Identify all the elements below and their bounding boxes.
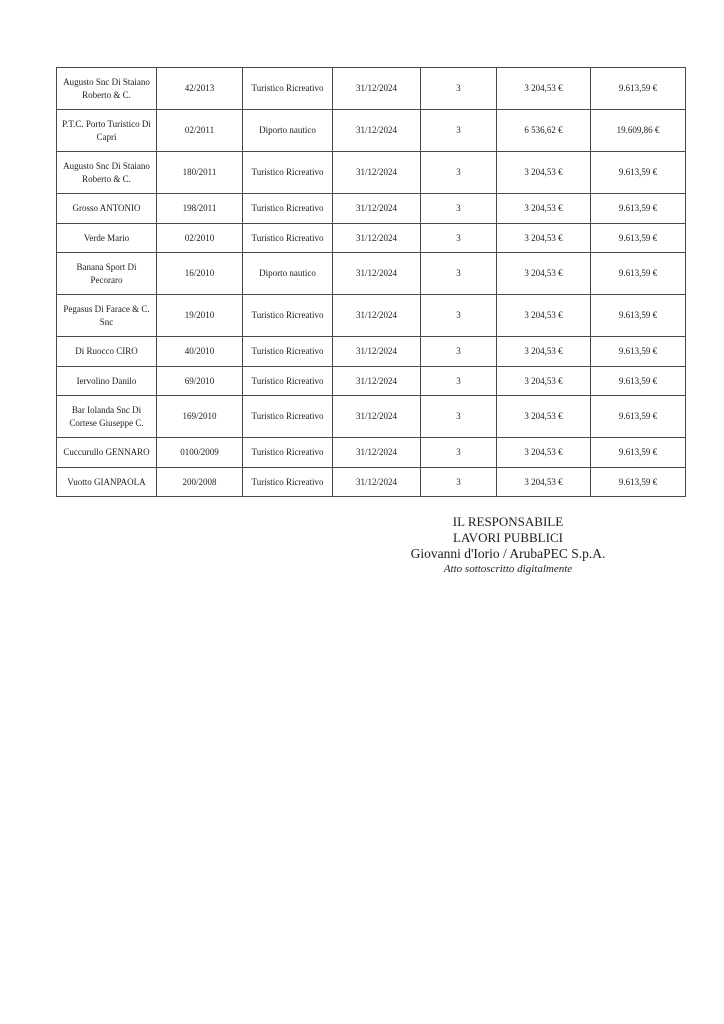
table-cell: Turistico Ricreativo	[243, 366, 333, 396]
table-cell: Banana Sport Di Pecoraro	[57, 253, 157, 295]
table-row	[57, 396, 686, 438]
table-cell: 3 204,53 €	[497, 253, 591, 295]
table-cell: Cuccurullo GENNARO	[57, 438, 157, 468]
table-cell: 3 204,53 €	[497, 467, 591, 497]
table-row	[57, 438, 686, 468]
table-cell: 180/2011	[157, 152, 243, 194]
table-row	[57, 68, 686, 110]
table-cell: Diporto nautico	[243, 110, 333, 152]
table-row	[57, 366, 686, 396]
table-cell: Diporto nautico	[243, 253, 333, 295]
table-cell: 3	[421, 223, 497, 253]
table-cell: 3 204,53 €	[497, 396, 591, 438]
table-cell: 9.613,59 €	[591, 194, 686, 224]
table-cell: 31/12/2024	[333, 366, 421, 396]
table-cell: 3 204,53 €	[497, 438, 591, 468]
concessions-table	[56, 67, 686, 497]
table-cell: Turistico Ricreativo	[243, 194, 333, 224]
table-row	[57, 337, 686, 367]
table-cell: 3 204,53 €	[497, 223, 591, 253]
table-cell: 31/12/2024	[333, 253, 421, 295]
table-cell: 3	[421, 253, 497, 295]
table-cell: 02/2011	[157, 110, 243, 152]
table-row	[57, 467, 686, 497]
table-cell: Turistico Ricreativo	[243, 295, 333, 337]
table-cell: P.T.C. Porto Turistico Di Capri	[57, 110, 157, 152]
table-row	[57, 223, 686, 253]
table-cell: Verde Mario	[57, 223, 157, 253]
signature-role-line-1: IL RESPONSABILE	[452, 514, 564, 529]
table-cell: 9.613,59 €	[591, 68, 686, 110]
table-cell: 3	[421, 68, 497, 110]
table-cell: 31/12/2024	[333, 152, 421, 194]
table-cell: 3 204,53 €	[497, 194, 591, 224]
table-cell: 31/12/2024	[333, 396, 421, 438]
table-cell: Turistico Ricreativo	[243, 467, 333, 497]
signature-signer: Giovanni d'Iorio / ArubaPEC S.p.A.	[410, 546, 606, 561]
table-cell: Augusto Snc Di Staiano Roberto & C.	[57, 152, 157, 194]
table-cell: 31/12/2024	[333, 438, 421, 468]
table-cell: 3	[421, 438, 497, 468]
table-cell: 3	[421, 467, 497, 497]
table-cell: Di Ruocco CIRO	[57, 337, 157, 367]
table-cell: 169/2010	[157, 396, 243, 438]
table-cell: 3 204,53 €	[497, 337, 591, 367]
table-cell: 9.613,59 €	[591, 467, 686, 497]
table-cell: 9.613,59 €	[591, 295, 686, 337]
table-cell: Iervolino Danilo	[57, 366, 157, 396]
table-cell: 3	[421, 366, 497, 396]
table-cell: 9.613,59 €	[591, 223, 686, 253]
table-cell: Augusto Snc Di Staiano Roberto & C.	[57, 68, 157, 110]
table-cell: 9.613,59 €	[591, 438, 686, 468]
table-cell: 31/12/2024	[333, 110, 421, 152]
table-cell: 3	[421, 396, 497, 438]
table-cell: 3 204,53 €	[497, 295, 591, 337]
table-cell: Pegasus Di Farace & C. Snc	[57, 295, 157, 337]
table-cell: 3	[421, 110, 497, 152]
table-cell: 31/12/2024	[333, 337, 421, 367]
table-row	[57, 110, 686, 152]
table-row	[57, 253, 686, 295]
table-cell: Turistico Ricreativo	[243, 438, 333, 468]
signature-block	[348, 514, 668, 577]
table-cell: Turistico Ricreativo	[243, 68, 333, 110]
table-cell: 3	[421, 194, 497, 224]
table-cell: 16/2010	[157, 253, 243, 295]
table-cell: 69/2010	[157, 366, 243, 396]
table-row	[57, 295, 686, 337]
table-cell: 19.609,86 €	[591, 110, 686, 152]
table-cell: 3 204,53 €	[497, 152, 591, 194]
table-cell: Bar Iolanda Snc Di Cortese Giuseppe C.	[57, 396, 157, 438]
table-cell: 9.613,59 €	[591, 152, 686, 194]
table-cell: 19/2010	[157, 295, 243, 337]
table-cell: 0100/2009	[157, 438, 243, 468]
table-cell: 31/12/2024	[333, 467, 421, 497]
table-cell: 200/2008	[157, 467, 243, 497]
table-cell: 02/2010	[157, 223, 243, 253]
table-cell: 198/2011	[157, 194, 243, 224]
table-cell: 3	[421, 295, 497, 337]
table-cell: 6 536,62 €	[497, 110, 591, 152]
table-row	[57, 152, 686, 194]
table-cell: 3	[421, 152, 497, 194]
table-cell: Vuotto GIANPAOLA	[57, 467, 157, 497]
table-cell: 3 204,53 €	[497, 68, 591, 110]
table-cell: 3 204,53 €	[497, 366, 591, 396]
signature-role-line-2: LAVORI PUBBLICI	[453, 530, 563, 545]
table-cell: 9.613,59 €	[591, 366, 686, 396]
table-cell: 9.613,59 €	[591, 253, 686, 295]
table-cell: 31/12/2024	[333, 295, 421, 337]
table-cell: Turistico Ricreativo	[243, 337, 333, 367]
table-cell: Turistico Ricreativo	[243, 152, 333, 194]
table-cell: Turistico Ricreativo	[243, 223, 333, 253]
signature-digital-note: Atto sottoscritto digitalmente	[443, 563, 573, 575]
table-cell: 31/12/2024	[333, 223, 421, 253]
table-cell: 31/12/2024	[333, 194, 421, 224]
table-cell: 3	[421, 337, 497, 367]
table-row	[57, 194, 686, 224]
table-cell: 9.613,59 €	[591, 337, 686, 367]
table-cell: Grosso ANTONIO	[57, 194, 157, 224]
table-cell: Turistico Ricreativo	[243, 396, 333, 438]
table-cell: 40/2010	[157, 337, 243, 367]
concessions-table-body	[57, 68, 686, 497]
table-cell: 42/2013	[157, 68, 243, 110]
table-cell: 9.613,59 €	[591, 396, 686, 438]
table-cell: 31/12/2024	[333, 68, 421, 110]
